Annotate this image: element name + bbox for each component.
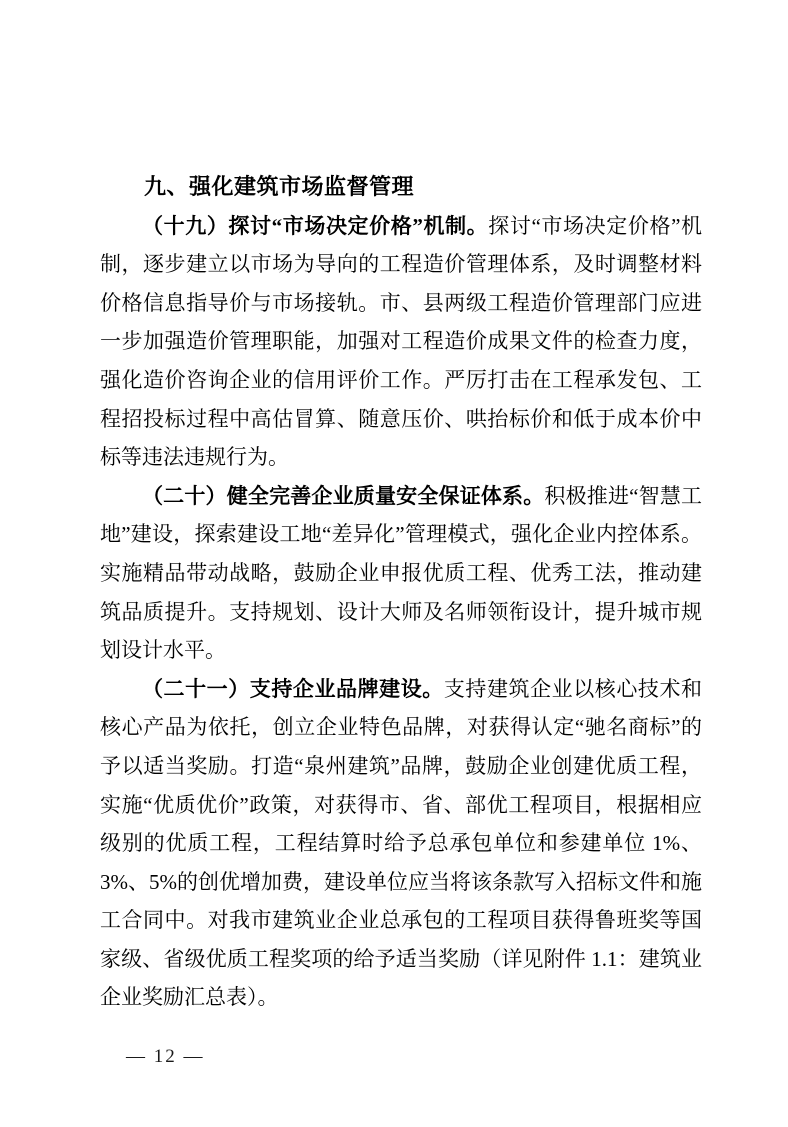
document-content xyxy=(100,168,702,1017)
paragraph-20-lead: （二十）健全完善企业质量安全保证体系。 xyxy=(142,483,545,508)
paragraph-20-body: 积极推进“智慧工地”建设，探索建设工地“差异化”管理模式，强化企业内控体系。实施精品带动战略，鼓励企业申报优质工程、优秀工法，推动建筑品质提升。支持规划、设计大师及名师领衔设计，提升城市规划设计水平。 xyxy=(100,483,702,663)
paragraph-21 xyxy=(100,670,702,1017)
paragraph-21-body: 支持建筑企业以核心技术和核心产品为依托，创立企业特色品牌，对获得认定“驰名商标”的予以适当奖励。打造“泉州建筑”品牌，鼓励企业创建优质工程，实施“优质优价”政策，对获得市、省、部优工程项目，根据相应级别的优质工程，工程结算时给予总承包单位和参建单位 1%、3%、5%的创优增加费，建设单位应当将该条款写入招标文件和施工合同中。对我市建筑业企业总承包的工程项目获得鲁班奖等国家级、省级优质工程奖项的给予适当奖励（详见附件 1.1：建筑业企业奖励汇总表）。 xyxy=(100,676,703,1010)
paragraph-21-lead: （二十一）支持企业品牌建设。 xyxy=(142,676,444,701)
section-heading: 九、强化建筑市场监督管理 xyxy=(144,174,415,199)
paragraph-19-body: 探讨“市场决定价格”机制，逐步建立以市场为导向的工程造价管理体系，及时调整材料价格信息指导价与市场接轨。市、县两级工程造价管理部门应进一步加强造价管理职能，加强对工程造价成果文件的检查力度，强化造价咨询企业的信用评价工作。严厉打击在工程承发包、工程招投标过程中高估冒算、随意压价、哄抬标价和低于成本价中标等违法违规行为。 xyxy=(100,213,702,470)
page-footer xyxy=(126,1046,205,1068)
paragraph-19 xyxy=(100,207,702,477)
paragraph-19-lead: （十九）探讨“市场决定价格”机制。 xyxy=(142,213,489,238)
paragraph-20 xyxy=(100,477,702,670)
page-number: — 12 — xyxy=(126,1046,205,1067)
